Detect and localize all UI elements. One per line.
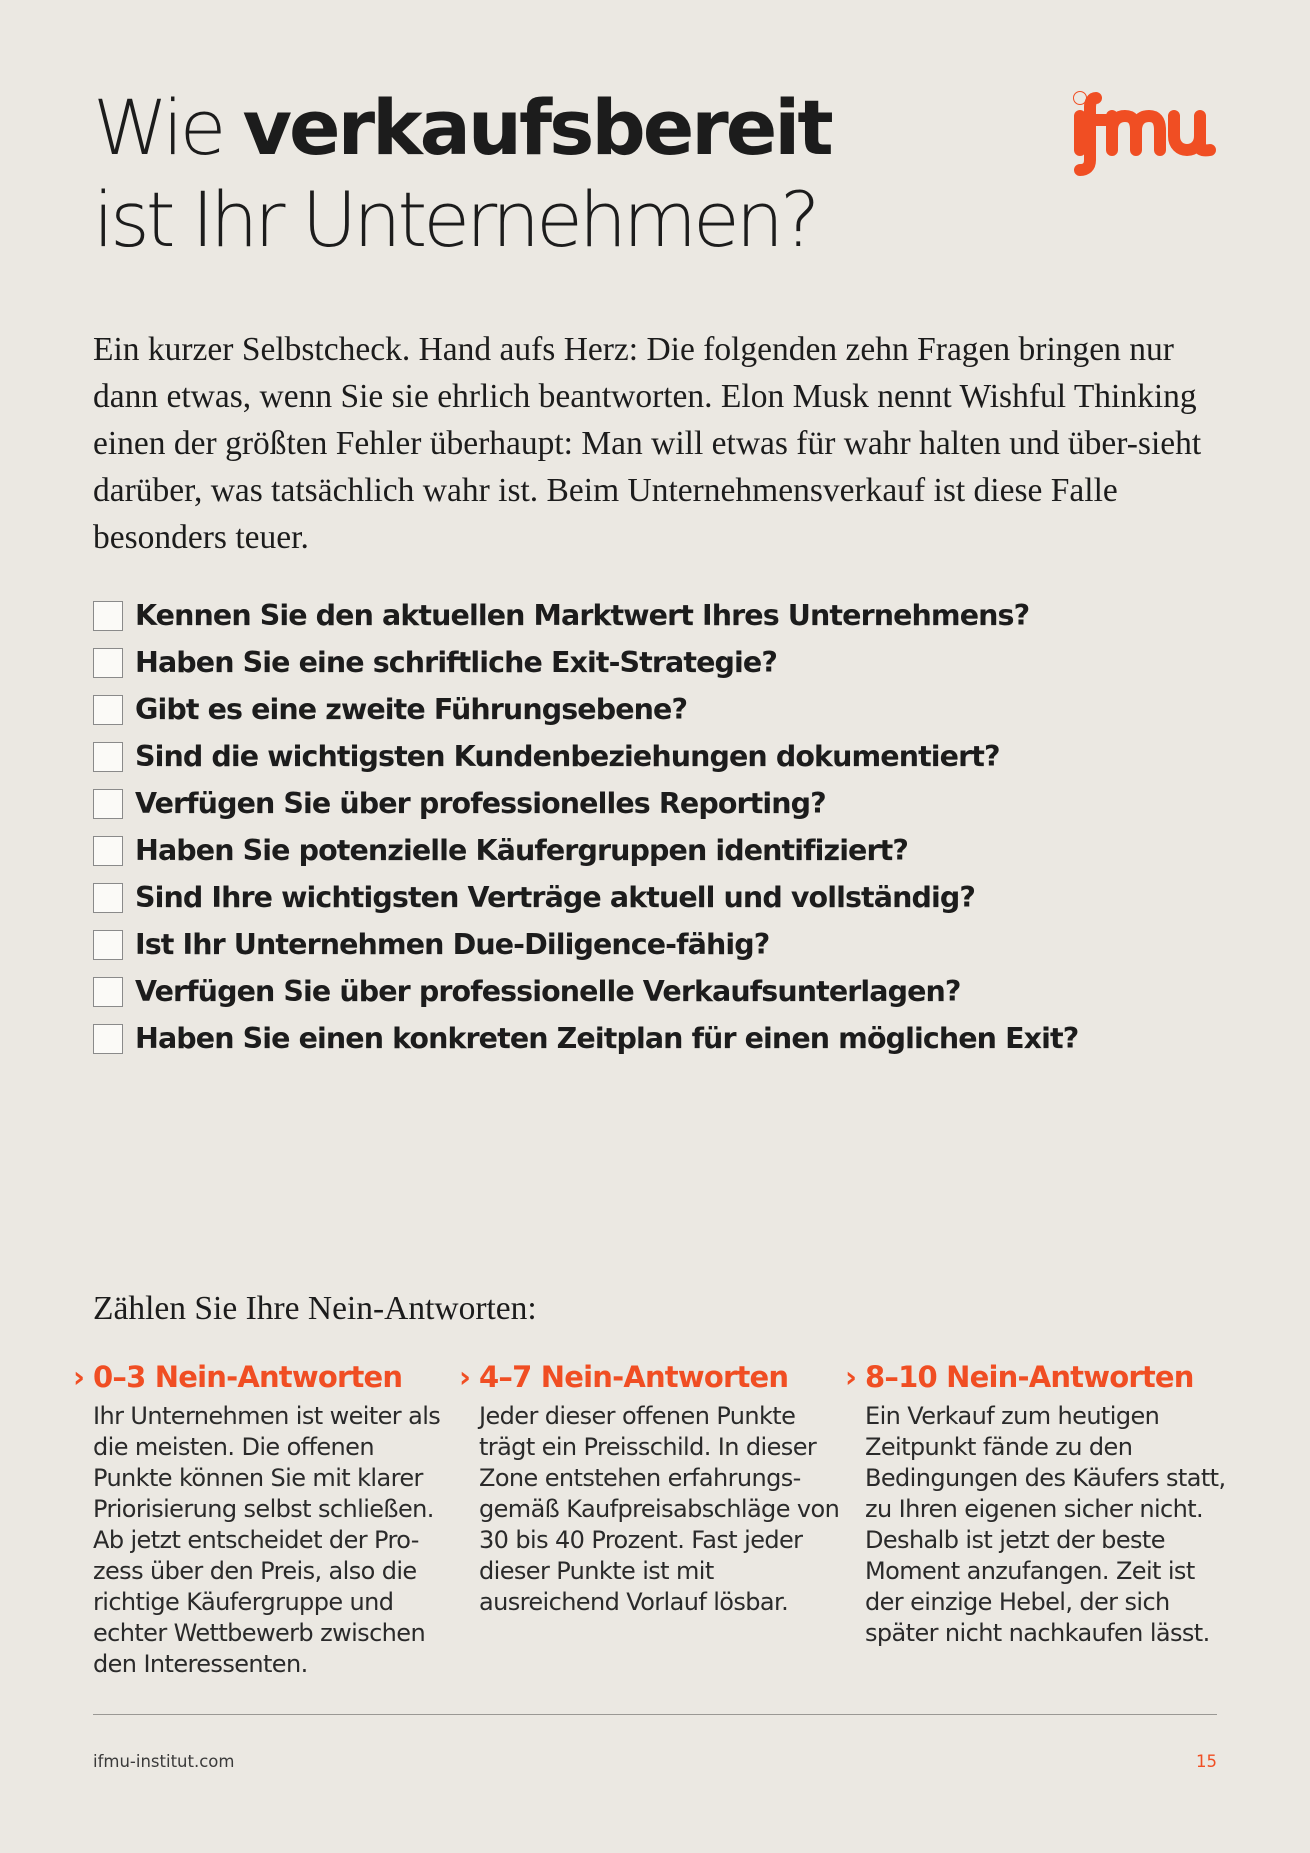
checkbox[interactable] bbox=[93, 648, 123, 678]
checklist-item[interactable] bbox=[93, 780, 1078, 827]
result-heading bbox=[73, 1355, 458, 1399]
checkbox[interactable] bbox=[93, 977, 123, 1007]
chevron-right-icon: › bbox=[845, 1360, 857, 1394]
checklist-item-label: Haben Sie potenzielle Käufergruppen identifiziert? bbox=[135, 834, 908, 867]
intro-paragraph: Ein kurzer Selbstcheck. Hand aufs Herz: Die folgenden zehn Fragen bringen nur dann etwas, wenn Sie sie ehrlich beantworten. Elon Musk nennt Wishful Thinking einen der größten Fehler überhaupt: Man will etwas für wahr halten und über-sieht darüber, was tatsächlich wahr ist. Beim Unternehmensverkauf ist diese Falle besonders teuer. bbox=[93, 331, 1202, 556]
checklist-item[interactable] bbox=[93, 874, 1078, 921]
checklist-item[interactable] bbox=[93, 686, 1078, 733]
result-text: Ihr Unternehmen ist weiter als die meisten. Die offenen Punkte können Sie mit klarer Priorisierung selbst schließen. Ab jetzt entscheidet der Pro-zess über den Preis, also die richtige Käufergruppe und echter Wettbewerb zwischen den Interessenten. bbox=[93, 1402, 441, 1678]
result-column-mid bbox=[459, 1355, 844, 1618]
footer-divider bbox=[93, 1714, 1217, 1715]
page-title bbox=[93, 82, 831, 266]
checklist-item-label: Verfügen Sie über professionelle Verkaufsunterlagen? bbox=[135, 975, 961, 1008]
page-number: 15 bbox=[1196, 1752, 1217, 1771]
checkbox[interactable] bbox=[93, 930, 123, 960]
ifmu-logo bbox=[1072, 90, 1218, 176]
result-column-low bbox=[73, 1355, 458, 1680]
title-prefix: Wie bbox=[93, 83, 243, 172]
checklist-item[interactable] bbox=[93, 639, 1078, 686]
chevron-right-icon: › bbox=[459, 1360, 471, 1394]
title-line2: ist Ihr Unternehmen? bbox=[93, 175, 817, 264]
checklist-item[interactable] bbox=[93, 1015, 1078, 1062]
chevron-right-icon: › bbox=[73, 1360, 85, 1394]
checklist-item-label: Gibt es eine zweite Führungsebene? bbox=[135, 693, 688, 726]
checkbox[interactable] bbox=[93, 883, 123, 913]
result-heading-text: 8–10 Nein-Antworten bbox=[865, 1360, 1194, 1394]
checklist-item-label: Sind die wichtigsten Kundenbeziehungen dokumentiert? bbox=[135, 740, 1000, 773]
checklist-item[interactable] bbox=[93, 733, 1078, 780]
checkbox[interactable] bbox=[93, 789, 123, 819]
checklist-item-label: Sind Ihre wichtigsten Verträge aktuell und vollständig? bbox=[135, 881, 975, 914]
checklist-item[interactable] bbox=[93, 592, 1078, 639]
checkbox[interactable] bbox=[93, 601, 123, 631]
checklist-item[interactable] bbox=[93, 968, 1078, 1015]
results-section bbox=[0, 1355, 1310, 1685]
self-check-list bbox=[93, 592, 1078, 1062]
checkbox[interactable] bbox=[93, 1024, 123, 1054]
result-heading-text: 0–3 Nein-Antworten bbox=[93, 1360, 403, 1394]
checklist-item[interactable] bbox=[93, 827, 1078, 874]
result-text: Ein Verkauf zum heutigen Zeitpunkt fände zu den Bedingungen des Käufers statt, zu Ihren eigenen sicher nicht. Deshalb ist jetzt der beste Moment anzufangen. Zeit ist der einzige Hebel, der sich später nicht nachkaufen lässt. bbox=[865, 1402, 1226, 1647]
result-heading-text: 4–7 Nein-Antworten bbox=[479, 1360, 789, 1394]
result-heading bbox=[459, 1355, 844, 1399]
checklist-item[interactable] bbox=[93, 921, 1078, 968]
checkbox[interactable] bbox=[93, 695, 123, 725]
checklist-item-label: Kennen Sie den aktuellen Marktwert Ihres Unternehmens? bbox=[135, 599, 1030, 632]
result-text: Jeder dieser offenen Punkte trägt ein Preisschild. In dieser Zone entstehen erfahrungs-gemäß Kaufpreisabschläge von 30 bis 40 Prozent. Fast jeder dieser Punkte ist mit ausreichend Vorlauf lösbar. bbox=[479, 1402, 840, 1616]
result-column-high bbox=[845, 1355, 1230, 1649]
checklist-item-label: Ist Ihr Unternehmen Due-Diligence-fähig? bbox=[135, 928, 770, 961]
checkbox[interactable] bbox=[93, 836, 123, 866]
count-heading: Zählen Sie Ihre Nein-Antworten: bbox=[93, 1290, 537, 1327]
checklist-item-label: Haben Sie einen konkreten Zeitplan für einen möglichen Exit? bbox=[135, 1022, 1079, 1055]
checkbox[interactable] bbox=[93, 742, 123, 772]
result-heading bbox=[845, 1355, 1230, 1399]
checklist-item-label: Haben Sie eine schriftliche Exit-Strategie? bbox=[135, 646, 777, 679]
title-bold: verkaufsbereit bbox=[242, 83, 831, 172]
checklist-item-label: Verfügen Sie über professionelles Reporting? bbox=[135, 787, 826, 820]
footer-url[interactable]: ifmu-institut.com bbox=[93, 1752, 235, 1771]
